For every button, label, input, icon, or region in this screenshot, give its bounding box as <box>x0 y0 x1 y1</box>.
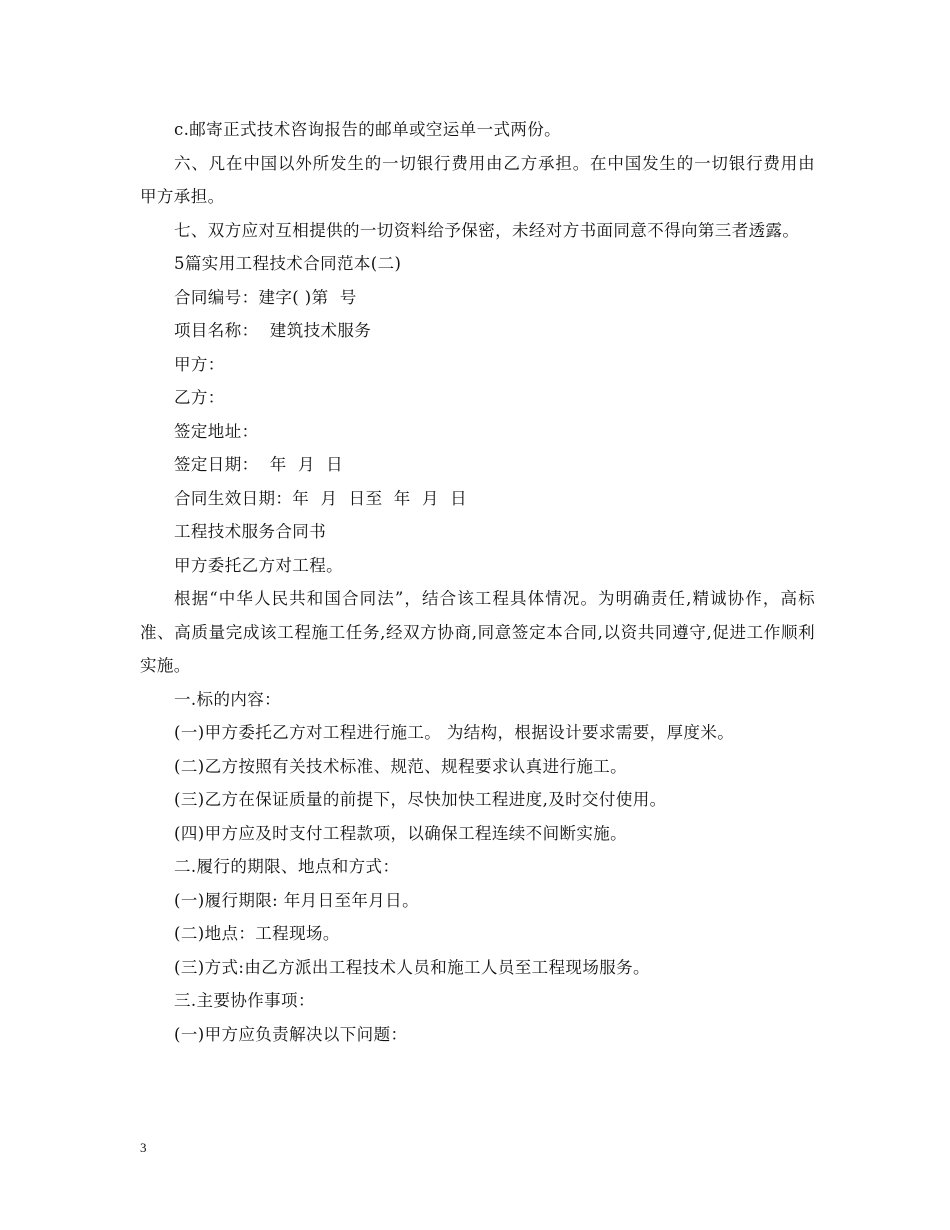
clause-heading: 二.履行的期限、地点和方式： <box>174 857 400 876</box>
clause-item: (二)乙方按照有关技术标准、规范、规程要求认真进行施工。 <box>174 756 628 776</box>
clause-item: (三)乙方在保证质量的前提下，尽快加快工程进度,及时交付使用。 <box>174 790 667 809</box>
clause-item: (四)甲方应及时支付工程款项，以确保工程连续不间断实施。 <box>174 823 628 843</box>
clause-item: (三)方式:由乙方派出工程技术人员和施工人员至工程现场服务。 <box>174 957 650 977</box>
paragraph: 甲方委托乙方对工程。 <box>174 555 343 575</box>
clause-item: (一)甲方委托乙方对工程进行施工。 为结构，根据设计要求需要，厚度米。 <box>174 723 735 742</box>
document-body <box>140 113 815 1051</box>
paragraph: c.邮寄正式技术咨询报告的邮单或空运单一式两份。 <box>174 120 562 139</box>
signing-date: 签定日期： 年 月 日 <box>174 455 344 474</box>
clause-item: (一)甲方应负责解决以下问题： <box>174 1024 408 1044</box>
contract-title: 工程技术服务合同书 <box>174 522 327 541</box>
effective-date: 合同生效日期：年 月 日至 年 月 日 <box>174 488 468 508</box>
party-b: 乙方： <box>174 388 225 407</box>
page-number: 3 <box>140 1140 147 1155</box>
paragraph: 六、凡在中国以外所发生的一切银行费用由乙方承担。在中国发生的一切银行费用由甲方承担。 <box>140 153 815 206</box>
clause-heading: 三.主要协作事项： <box>174 991 315 1010</box>
party-a: 甲方： <box>174 354 225 374</box>
clause-heading: 一.标的内容： <box>174 689 282 709</box>
project-name: 项目名称： 建筑技术服务 <box>174 321 372 340</box>
paragraph: 七、双方应对互相提供的一切资料给予保密，未经对方书面同意不得向第三者透露。 <box>174 220 800 240</box>
section-title: 5篇实用工程技术合同范本(二) <box>174 254 402 273</box>
contract-number: 合同编号：建字( )第 号 <box>174 287 357 307</box>
clause-item: (二)地点：工程现场。 <box>174 924 340 943</box>
signing-address: 签定地址： <box>174 421 259 441</box>
clause-item: (一)履行期限: 年月日至年月日。 <box>174 890 419 910</box>
paragraph: 根据“中华人民共和国合同法”，结合该工程具体情况。为明确责任,精诚协作，高标准、高质量完成该工程施工任务,经双方协商,同意签定本合同,以资共同遵守,促进工作顺利实施。 <box>140 589 815 675</box>
